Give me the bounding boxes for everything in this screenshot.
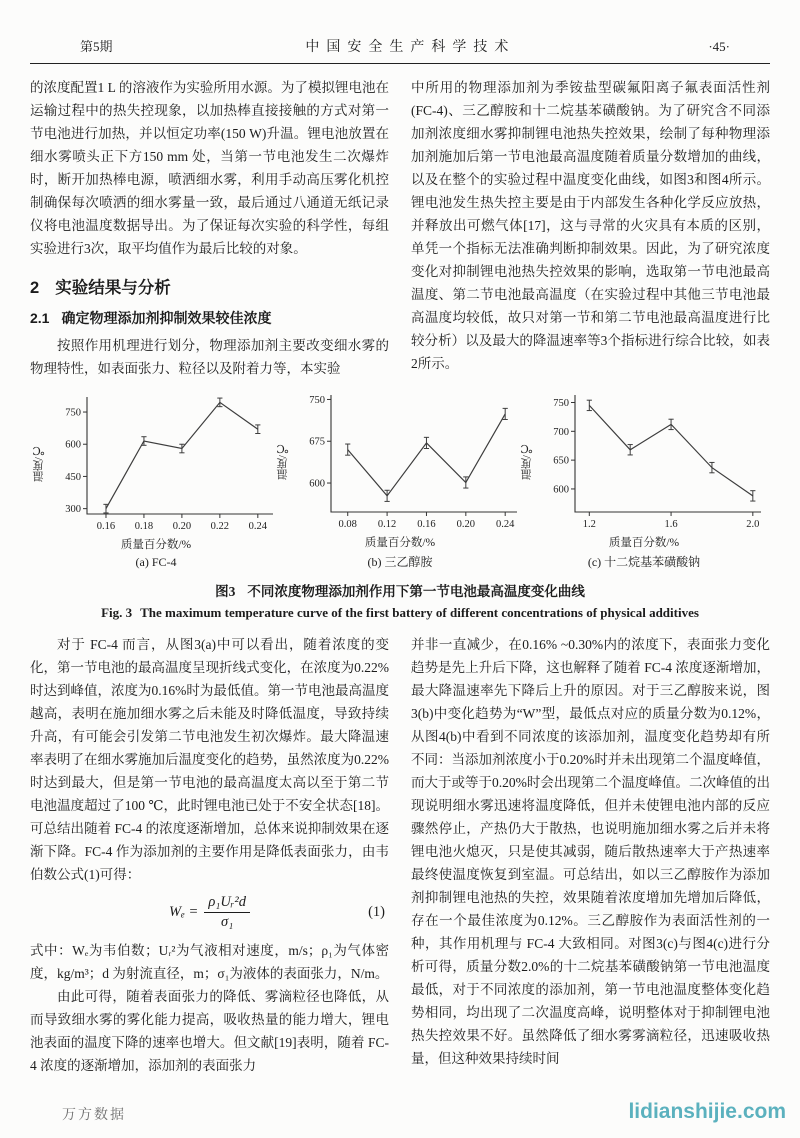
svg-text:450: 450 bbox=[65, 471, 81, 483]
svg-text:650: 650 bbox=[553, 455, 569, 467]
svg-text:0.08: 0.08 bbox=[338, 519, 357, 530]
paragraph-surface-tension: 由此可得，随着表面张力的降低、雾滴粒径也降低，从而导致细水雾的雾化能力提高，吸收热量的能力增大，锂电池表面的温度下降的速率也增大。但文献[19]表明，随着 FC-4 浓度的逐渐增加，添加剂的表面张力 bbox=[30, 989, 389, 1073]
right-column-upper bbox=[411, 76, 770, 380]
page-number: ·45· bbox=[708, 39, 730, 54]
svg-text:0.24: 0.24 bbox=[496, 519, 515, 530]
figure-caption-en: The maximum temperature curve of the first battery of different concentrations of physical additives bbox=[140, 605, 699, 620]
figure-3-charts bbox=[30, 386, 770, 570]
section-heading bbox=[30, 274, 389, 298]
section-title: 实验结果与分析 bbox=[55, 279, 171, 297]
svg-text:0.18: 0.18 bbox=[134, 521, 154, 532]
chart-sdbs-plot bbox=[533, 386, 769, 536]
issue-label: 第5期 bbox=[80, 39, 113, 54]
x-axis-label: 质量百分数/% bbox=[608, 537, 680, 549]
right-column-lower bbox=[411, 633, 770, 1077]
paragraph-additives-description: 中所用的物理添加剂为季铵盐型碳氟阳离子氟表面活性剂(FC-4)、三乙醇胺和十二烷基苯磺酸钠。为了研究含不同添加剂浓度细水雾抑制锂电池热失控效果，绘制了每种物理添加剂施加后第一节电池最高温度随着质量分数增加的曲线，以及在整个的实验过程中温度变化曲线，如图3和图4所示。锂电池发生热失控主要是由于内部发生各种化学反应放热，并释放出可燃气体[17]，这与寻常的火灾具有本质的区别，单凭一个指标无法准确判断抑制效果。因此，为了研究浓度变化对抑制锂电池热失控效果的影响，选取第一节电池最高温度、第二节电池最高温度（在实验过程中其他三节电池最高温度均较低，故只对第一节和第二节电池最高温度进行比较分析）以及最大的降温速率等3个指标进行综合比较，如表2所示。 bbox=[411, 80, 770, 371]
chart-subcaption: (a) FC-4 bbox=[135, 555, 177, 569]
svg-text:0.16: 0.16 bbox=[96, 521, 116, 532]
equation-fraction bbox=[204, 894, 250, 931]
svg-text:600: 600 bbox=[65, 439, 81, 451]
chart-fc4 bbox=[33, 388, 276, 570]
equation-number: (1) bbox=[368, 904, 385, 920]
svg-text:0.16: 0.16 bbox=[417, 519, 436, 530]
svg-text:750: 750 bbox=[65, 407, 81, 419]
subsection-title: 确定物理添加剂抑制效果较佳浓度 bbox=[61, 310, 272, 326]
left-column-upper bbox=[30, 76, 389, 380]
paragraph-additive-intro: 按照作用机理进行划分，物理添加剂主要改变细水雾的物理特性，如表面张力、粒径以及附着力等，本实验 bbox=[30, 338, 389, 376]
subsection-number: 2.1 bbox=[30, 310, 50, 326]
svg-text:300: 300 bbox=[65, 504, 81, 516]
left-column-lower bbox=[30, 633, 389, 1077]
paragraph-methods: 的浓度配置1 L 的溶液作为实验所用水源。为了模拟锂电池在运输过程中的热失控现象，以加热棒直接接触的方式对第一节电池进行加热，并以恒定功率(150 W)升温。锂电池放置在细水雾喷头正下方150 mm 处，当第一节电池发生二次爆炸时，断开加热棒电源，喷洒细水雾，利用手动高压雾化机控制确保每次喷洒的细水雾量一致，最后通过八通道无纸记录仪将电池温度数据导出。为了保证每次实验的科学性，每组实验进行3次，取平均值作为最后比较的对象。 bbox=[30, 80, 389, 256]
svg-text:2.0: 2.0 bbox=[746, 519, 760, 530]
paragraph-fc4-analysis: 对于 FC-4 而言，从图3(a)中可以看出，随着浓度的变化，第一节电池的最高温度呈现折线式变化，在浓度为0.22%时达到峰值，浓度为0.16%时为最低值。第一节电池最高温度越高，表明在施加细水雾之后未能及时降低温度，导致持续升高，有可能会引发第二节电池发生初次爆炸。最大降温速率表明了在细水雾施加后温度变化的趋势，虽然浓度为0.22%时达到最大，但是第一节电池的最高温度太高以至于第二节电池温度超过了100 ℃，此时锂电池已处于不安全状态[18]。可总结出随着 FC-4 的浓度逐渐增加，总体来说抑制效果在逐渐下降。FC-4 作为添加剂的主要作用是降低表面张力，由韦伯数公式(1)可得： bbox=[30, 637, 389, 882]
header-rule bbox=[30, 63, 770, 64]
svg-text:0.20: 0.20 bbox=[456, 519, 476, 530]
paragraph-discussion: 并非一直减少，在0.16% ~0.30%内的浓度下，表面张力变化趋势是先上升后下降，这也解释了随着 FC-4 浓度逐渐增加，最大降温速率先下降后上升的原因。对于三乙醇胺来说，图3(b)中变化趋势为“W”型，最低点对应的质量分数为0.12%，从图4(b)中看到不同浓度的该添加剂，温度变化趋势却有所不同：当添加剂浓度小于0.20%时并未出现第二个温度峰值，而大于或等于0.20%时会出现第二个温度峰值。二次峰值的出现说明细水雾迅速将温度降低，但并未使锂电池内部的反应骤然停止，产热仍大于散热，也说明施加细水雾之后并未将锂电池火熄灭，只是使其减弱，随后散热速率大于产热速率最终使温度恢复到室温。可总结出，如以三乙醇胺作为添加剂抑制锂电池热的失控，效果随着浓度增加先增加后降低，存在一个最佳浓度为0.12%。三乙醇胺作为表面活性剂的一种，其作用机理与 FC-4 大致相同。对图3(c)与图4(c)进行分析可得，质量分数2.0%的十二烷基苯磺酸钠第一节电池温度最低，对于不同浓度的添加剂，第一节电池温度整体变化趋势相同，均出现了二次温度高峰，说明整体对于抑制锂电池热失控效果不好。虽然降低了细水雾雾滴粒径，迅速吸收热量，但这种效果持续时间 bbox=[411, 637, 770, 1066]
chart-fc4-plot bbox=[45, 388, 281, 538]
svg-text:600: 600 bbox=[553, 484, 569, 496]
svg-text:0.20: 0.20 bbox=[172, 521, 192, 532]
paragraph-symbols: 式中：Wₑ为韦伯数；Uᵣ²为气液相对速度，m/s；ρ₁为气体密度，kg/m³；d 为射流直径，m；σ₁为液体的表面张力，N/m。 bbox=[30, 943, 389, 981]
journal-title: 中国安全生产科学技术 bbox=[305, 40, 516, 55]
svg-text:750: 750 bbox=[553, 397, 569, 409]
svg-text:0.12: 0.12 bbox=[377, 519, 397, 530]
figure-label-en: Fig. 3 bbox=[101, 605, 133, 620]
watermark: lidianshijie.com bbox=[628, 1100, 786, 1123]
equation-numerator: ρ₁Uᵣ²d bbox=[204, 894, 250, 913]
equation-denominator: σ₁ bbox=[221, 914, 234, 930]
figure-3 bbox=[30, 386, 770, 621]
svg-text:700: 700 bbox=[553, 426, 569, 438]
x-axis-label: 质量百分数/% bbox=[364, 537, 436, 549]
svg-text:1.2: 1.2 bbox=[582, 519, 596, 530]
y-axis-label: 温度/℃ bbox=[277, 441, 289, 481]
figure-caption-cn: 不同浓度物理添加剂作用下第一节电池最高温度变化曲线 bbox=[247, 584, 585, 599]
svg-text:1.6: 1.6 bbox=[664, 519, 678, 530]
upper-columns bbox=[30, 76, 770, 380]
y-axis-label: 温度/℃ bbox=[33, 443, 45, 483]
chart-triethanolamine bbox=[277, 386, 520, 570]
svg-text:0.24: 0.24 bbox=[248, 521, 268, 532]
svg-text:675: 675 bbox=[309, 436, 325, 448]
svg-text:0.22: 0.22 bbox=[210, 521, 230, 532]
chart-triethanolamine-plot bbox=[289, 386, 525, 536]
subsection-heading bbox=[30, 308, 389, 328]
page-footer bbox=[0, 1100, 800, 1124]
equation-1 bbox=[30, 894, 389, 931]
y-axis-label: 温度/℃ bbox=[521, 441, 533, 481]
lower-columns bbox=[30, 633, 770, 1077]
page-header bbox=[30, 30, 770, 56]
figure-3-caption bbox=[30, 580, 770, 621]
svg-text:750: 750 bbox=[309, 394, 325, 406]
wanfang-data-mark: 万方数据 bbox=[62, 1108, 126, 1123]
chart-subcaption: (c) 十二烷基苯磺酸钠 bbox=[587, 555, 701, 569]
chart-sdbs bbox=[521, 386, 764, 570]
chart-subcaption: (b) 三乙醇胺 bbox=[367, 555, 433, 569]
x-axis-label: 质量百分数/% bbox=[120, 539, 192, 551]
equation-lhs: Wₑ = bbox=[169, 904, 199, 920]
svg-text:600: 600 bbox=[309, 478, 325, 490]
section-number: 2 bbox=[30, 279, 40, 297]
figure-label-cn: 图3 bbox=[215, 584, 236, 599]
